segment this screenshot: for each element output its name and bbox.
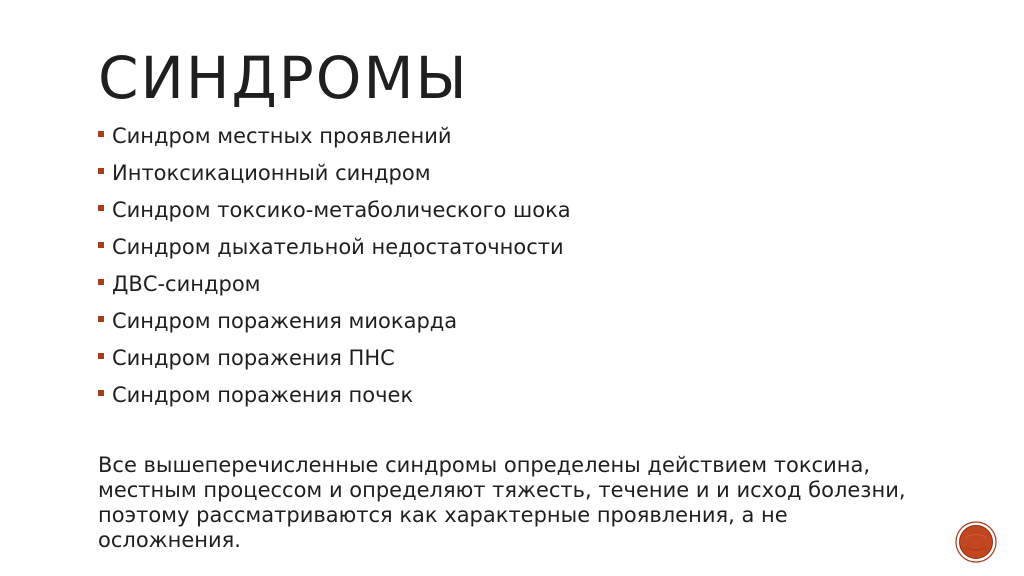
bullet-item xyxy=(98,155,571,192)
bullet-text: Синдром поражения ПНС xyxy=(112,346,395,370)
bullet-item xyxy=(98,192,571,229)
bullet-square-icon xyxy=(98,279,104,285)
bullet-text: Синдром местных проявлений xyxy=(112,124,452,148)
bullet-square-icon xyxy=(98,242,104,248)
bullet-item xyxy=(98,303,571,340)
bullet-square-icon xyxy=(98,316,104,322)
bullet-square-icon xyxy=(98,168,104,174)
bullet-square-icon xyxy=(98,353,104,359)
bullet-item xyxy=(98,118,571,155)
slide-title: СИНДРОМЫ xyxy=(98,44,469,112)
summary-note: Все вышеперечисленные синдромы определены действием токсина, местным процессом и определяют тяжесть, течение и и исход болезни, поэтому рассматриваются как характерные проявления, а не осложнения. xyxy=(98,453,906,552)
bullet-text: Интоксикационный синдром xyxy=(112,161,431,185)
bullet-item xyxy=(98,340,571,377)
bullet-text: Синдром поражения миокарда xyxy=(112,309,458,333)
bullet-item xyxy=(98,229,571,266)
bullet-text: ДВС-синдром xyxy=(112,272,261,296)
bullet-list xyxy=(98,118,571,414)
bullet-square-icon xyxy=(98,131,104,137)
bullet-item xyxy=(98,266,571,303)
bullet-item xyxy=(98,377,571,414)
slide-badge-icon xyxy=(955,521,997,563)
bullet-square-icon xyxy=(98,205,104,211)
bullet-square-icon xyxy=(98,390,104,396)
bullet-text: Синдром токсико-метаболического шока xyxy=(112,198,571,222)
bullet-text: Синдром поражения почек xyxy=(112,383,414,407)
bullet-text: Синдром дыхательной недостаточности xyxy=(112,235,564,259)
